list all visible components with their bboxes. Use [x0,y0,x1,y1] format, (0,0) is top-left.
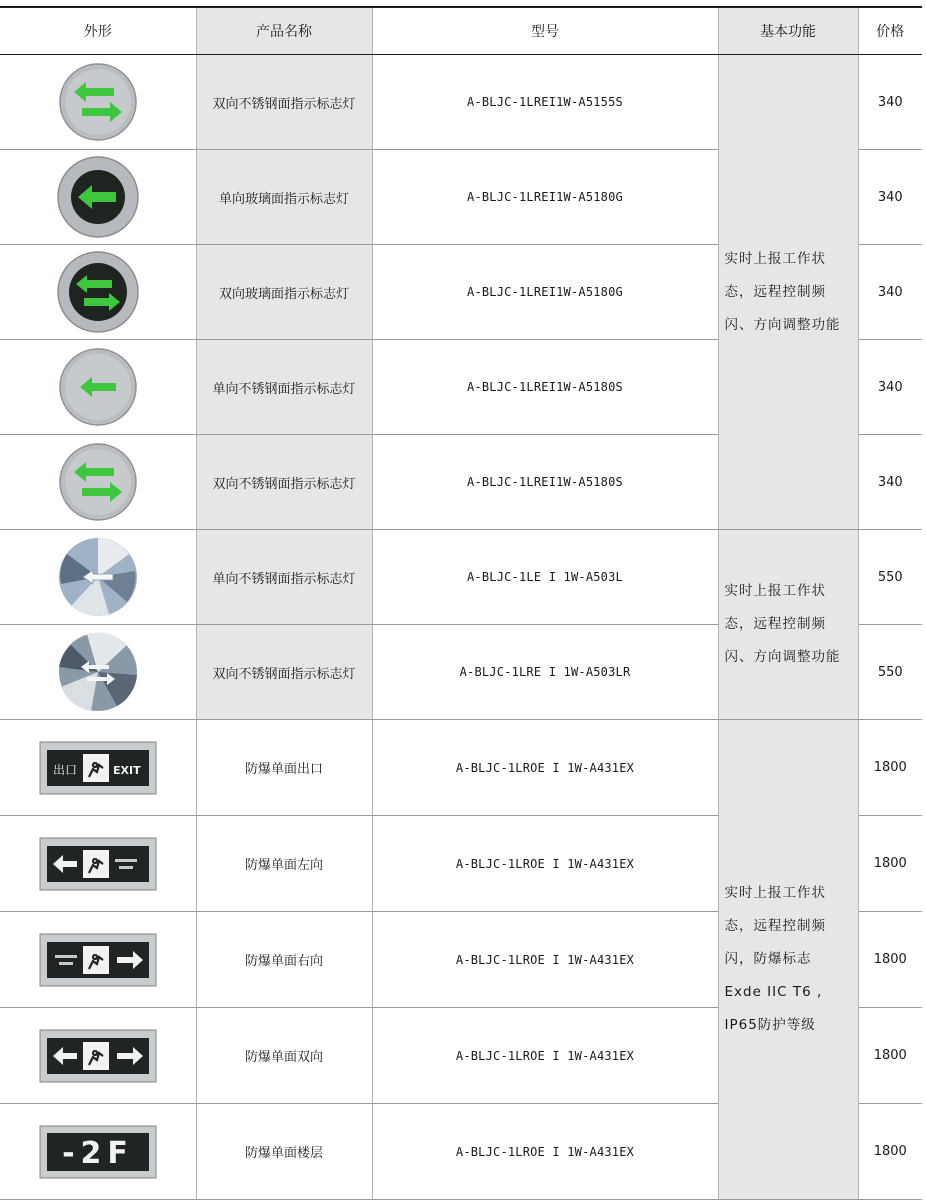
product-name: 双向不锈钢面指示标志灯 [196,435,372,530]
product-price: 1800 [858,720,922,816]
product-image-cell [0,720,196,816]
round-steel-double-arrow-icon [58,442,138,522]
product-image-cell [0,340,196,435]
product-price: 340 [858,55,922,150]
product-model: A-BLJC-1LROE I 1W-A431EX [372,912,718,1008]
product-image-cell [0,1104,196,1200]
function-description: 实时上报工作状 态，远程控制频 闪，防爆标志 Exde IIC T6 , IP65防护等级 [718,720,858,1200]
product-table [0,6,922,1200]
product-image-cell [0,1008,196,1104]
product-model: A-BLJC-1LREI1W-A5180S [372,435,718,530]
product-image-cell [0,625,196,720]
exit-left-sign-icon [39,837,157,891]
product-name: 单向不锈钢面指示标志灯 [196,530,372,625]
round-glass-double-arrow-icon [56,250,140,334]
product-price: 1800 [858,1008,922,1104]
header-product-name: 产品名称 [196,7,372,55]
round-radial-steel-double-icon [57,631,139,713]
product-image-cell [0,245,196,340]
round-steel-double-arrow-icon [58,62,138,142]
product-model: A-BLJC-1LRE I 1W-A503LR [372,625,718,720]
table-row [0,530,922,625]
function-description: 实时上报工作状 态，远程控制频 闪、方向调整功能 [718,530,858,720]
product-name: 防爆单面双向 [196,1008,372,1104]
product-name: 双向不锈钢面指示标志灯 [196,625,372,720]
exit-double-sign-icon [39,1029,157,1083]
product-price: 1800 [858,912,922,1008]
product-price: 1800 [858,1104,922,1200]
header-model: 型号 [372,7,718,55]
floor-2f-sign-icon [39,1125,157,1179]
product-name: 防爆单面楼层 [196,1104,372,1200]
exit-en-text: EXIT [112,763,141,777]
header-price: 价格 [858,7,922,55]
product-image-cell [0,816,196,912]
product-price: 340 [858,150,922,245]
round-steel-left-arrow-icon [58,347,138,427]
product-model: A-BLJC-1LROE I 1W-A431EX [372,1104,718,1200]
product-model: A-BLJC-1LROE I 1W-A431EX [372,816,718,912]
product-price: 340 [858,435,922,530]
product-price: 340 [858,340,922,435]
product-name: 双向不锈钢面指示标志灯 [196,55,372,150]
exit-right-sign-icon [39,933,157,987]
floor-text: -2F [61,1135,134,1171]
header-function: 基本功能 [718,7,858,55]
product-name: 防爆单面左向 [196,816,372,912]
product-image-cell [0,912,196,1008]
product-price: 340 [858,245,922,340]
product-image-cell [0,150,196,245]
product-image-cell [0,530,196,625]
product-name: 防爆单面出口 [196,720,372,816]
exit-cn-text: 出口 [52,762,77,777]
product-model: A-BLJC-1LREI1W-A5155S [372,55,718,150]
product-name: 双向玻璃面指示标志灯 [196,245,372,340]
product-image-cell [0,435,196,530]
product-price: 550 [858,625,922,720]
header-row [0,7,922,55]
function-description: 实时上报工作状 态，远程控制频 闪、方向调整功能 [718,55,858,530]
product-model: A-BLJC-1LREI1W-A5180G [372,245,718,340]
product-model: A-BLJC-1LREI1W-A5180S [372,340,718,435]
product-price: 1800 [858,816,922,912]
table-row [0,720,922,816]
round-radial-steel-arrow-icon [57,536,139,618]
exit-sign-icon [39,741,157,795]
product-name: 单向不锈钢面指示标志灯 [196,340,372,435]
product-model: A-BLJC-1LROE I 1W-A431EX [372,1008,718,1104]
product-model: A-BLJC-1LREI1W-A5180G [372,150,718,245]
header-shape: 外形 [0,7,196,55]
product-name: 防爆单面右向 [196,912,372,1008]
round-glass-left-arrow-icon [56,155,140,239]
table-row [0,55,922,150]
product-model: A-BLJC-1LE I 1W-A503L [372,530,718,625]
product-image-cell [0,55,196,150]
product-name: 单向玻璃面指示标志灯 [196,150,372,245]
product-price: 550 [858,530,922,625]
product-model: A-BLJC-1LROE I 1W-A431EX [372,720,718,816]
